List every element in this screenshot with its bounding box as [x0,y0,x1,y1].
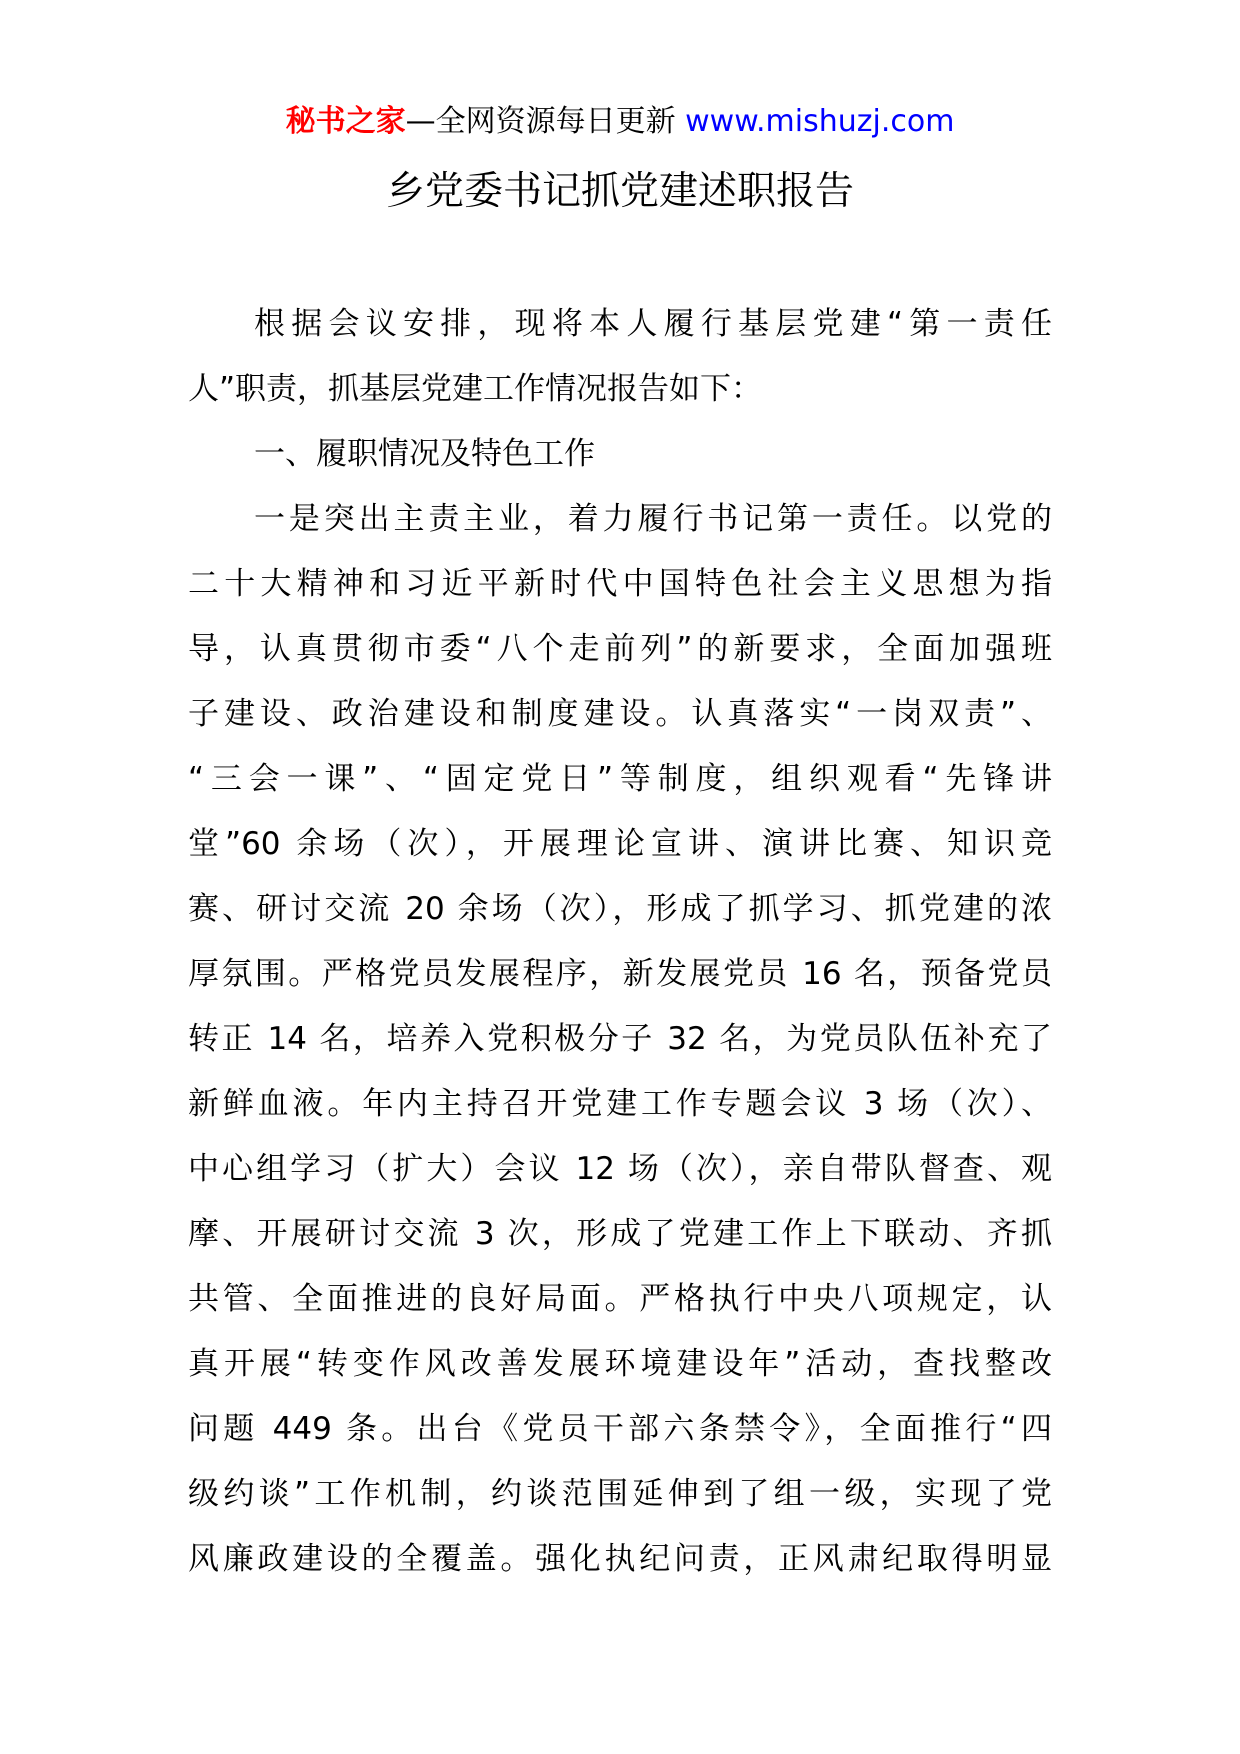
paragraph-line: 堂”60 余场（次），开展理论宣讲、演讲比赛、知识竞 [188,826,1052,862]
paragraph-line: 子建设、政治建设和制度建设。认真落实“一岗双责”、 [188,696,1052,732]
section-heading: 一、履职情况及特色工作 [254,436,595,472]
paragraph-line: 共管、全面推进的良好局面。严格执行中央八项规定，认 [188,1281,1052,1317]
paragraph-line: 一是突出主责主业，着力履行书记第一责任。以党的 [254,501,1052,537]
paragraph-line: “三会一课”、“固定党日”等制度，组织观看“先锋讲 [188,761,1052,797]
site-url-link[interactable]: www.mishuzj.com [685,104,955,139]
paragraph-line: 真开展“转变作风改善发展环境建设年”活动，查找整改 [188,1346,1052,1382]
site-header [0,100,1240,144]
paragraph-line: 转正 14 名，培养入党积极分子 32 名，为党员队伍补充了 [188,1021,1052,1057]
brand-name: 秘书之家 [285,104,406,139]
document-body [188,292,1052,1592]
paragraph-line: 中心组学习（扩大）会议 12 场（次），亲自带队督查、观 [188,1151,1052,1187]
paragraph-line: 根据会议安排，现将本人履行基层党建“第一责任 [254,306,1052,342]
header-tagline: —全网资源每日更新 [405,104,676,139]
paragraph-line: 新鲜血液。年内主持召开党建工作专题会议 3 场（次）、 [188,1086,1052,1122]
paragraph-line: 赛、研讨交流 20 余场（次），形成了抓学习、抓党建的浓 [188,891,1052,927]
paragraph-line: 级约谈”工作机制，约谈范围延伸到了组一级，实现了党 [188,1476,1052,1512]
paragraph-line: 摩、开展研讨交流 3 次，形成了党建工作上下联动、齐抓 [188,1216,1052,1252]
paragraph-line: 问题 449 条。出台《党员干部六条禁令》，全面推行“四 [188,1411,1052,1447]
paragraph-line: 二十大精神和习近平新时代中国特色社会主义思想为指 [188,566,1052,602]
paragraph-line: 厚氛围。严格党员发展程序，新发展党员 16 名，预备党员 [188,956,1052,992]
paragraph-line: 风廉政建设的全覆盖。强化执纪问责，正风肃纪取得明显 [188,1541,1052,1577]
document-title: 乡党委书记抓党建述职报告 [385,169,854,214]
paragraph-line: 导，认真贯彻市委“八个走前列”的新要求，全面加强班 [188,631,1052,667]
paragraph-line: 人”职责，抓基层党建工作情况报告如下： [188,371,763,407]
